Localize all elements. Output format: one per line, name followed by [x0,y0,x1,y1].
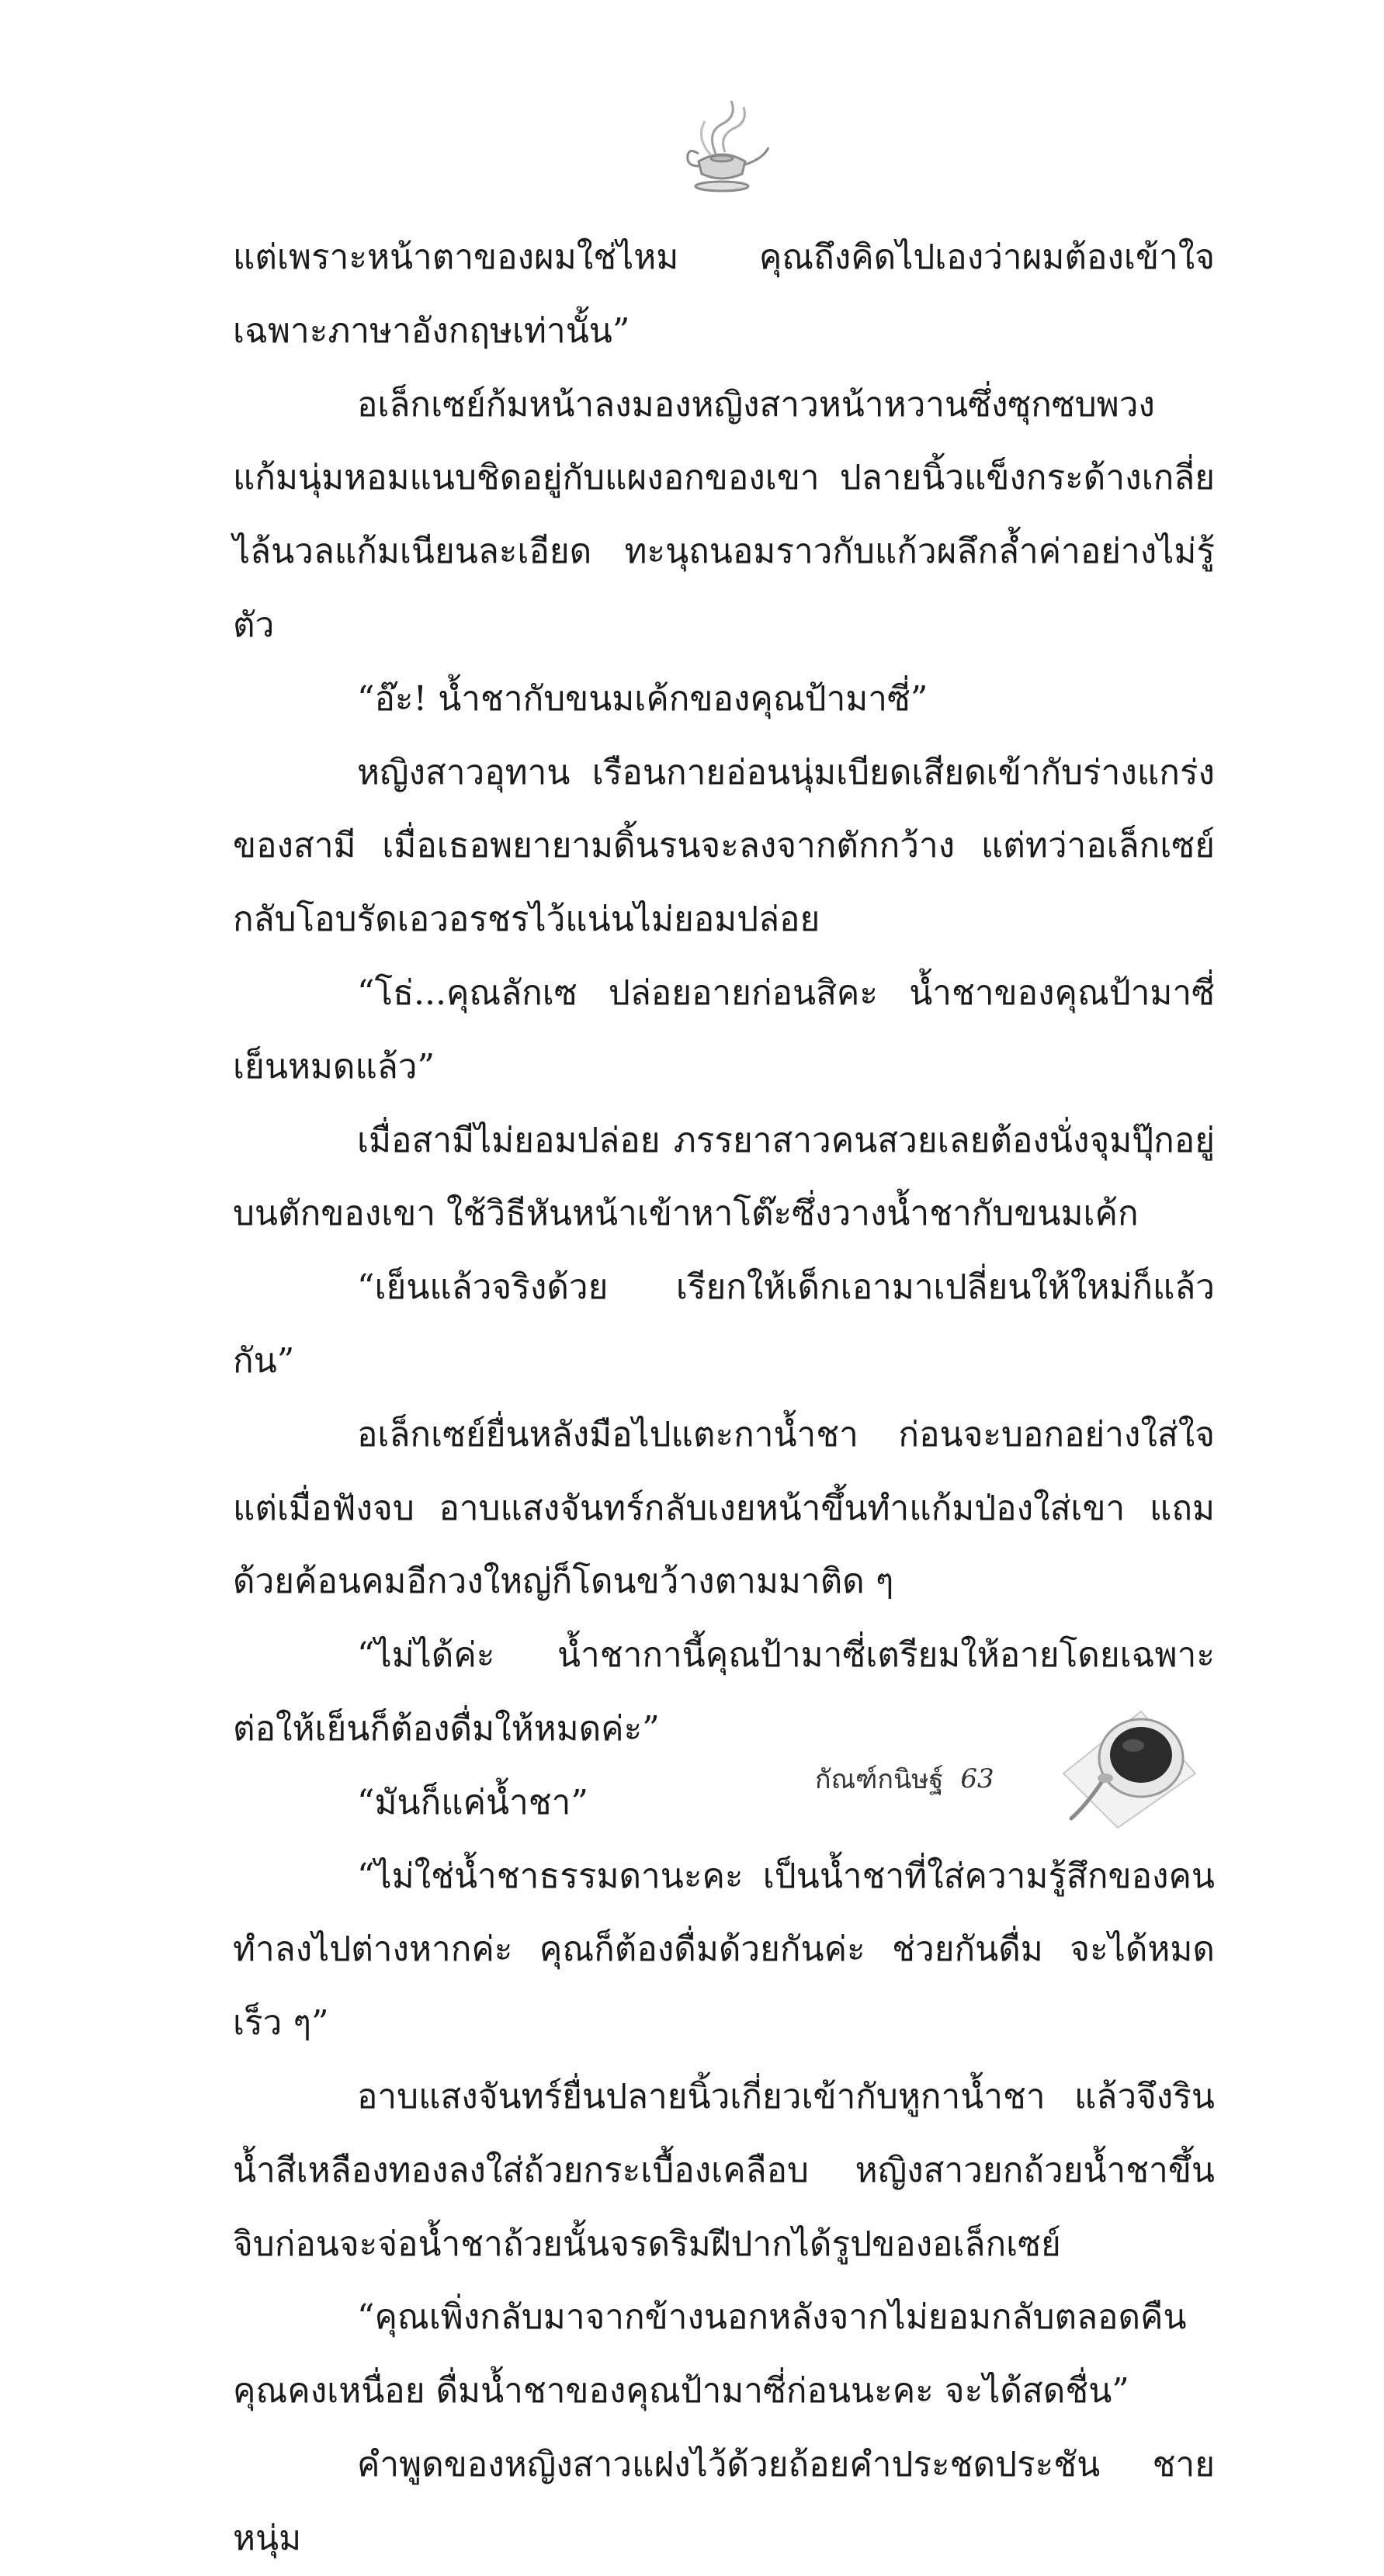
coffee-cup-ornament-icon [1048,1680,1203,1836]
author-name: กัณฑ์กนิษฐ์ [815,1764,944,1795]
paragraph: “คุณเพิ่งกลับมาจากข้างนอกหลังจากไม่ยอมกลับตลอดคืน คุณคงเหนื่อย ดื่มน้ำชาของคุณป้ามาซี่ก่อนนะคะ จะได้สดชื่น” [233,2297,1187,2411]
page-footer [815,1756,994,1802]
body-text [233,221,1215,2576]
paragraph: “อ๊ะ! น้ำชากับขนมเค้กของคุณป้ามาซี่” [357,678,928,719]
paragraph: “เย็นแล้วจริงด้วย เรียกให้เด็กเอามาเปลี่ยนให้ใหม่ก็แล้วกัน” [233,1267,1215,1381]
paragraph: อาบแสงจันทร์ยื่นปลายนิ้วเกี่ยวเข้ากับหูกาน้ำชา แล้วจึงรินน้ำสีเหลืองทองลงใส่ถ้วยกระเบื้องเคลือบ หญิงสาวยกถ้วยน้ำชาขึ้นจิบก่อนจะจ่อน้ำชาถ้วยนั้นจรดริมฝีปากได้รูปของอเล็กเซย์ [233,2076,1215,2264]
paragraph: อเล็กเซย์ยื่นหลังมือไปแตะกาน้ำชา ก่อนจะบอกอย่างใส่ใจ แต่เมื่อฟังจบ อาบแสงจันทร์กลับเงยหน้าขึ้นทำแก้มป่องใส่เขา แถมด้วยค้อนคมอีกวงใหญ่ก็โดนขว้างตามมาติด ๆ [233,1414,1215,1602]
teapot-ornament-icon [668,93,776,202]
paragraph: แต่เพราะหน้าตาของผมใช่ไหม คุณถึงคิดไปเองว่าผมต้องเข้าใจเฉพาะภาษาอังกฤษเท่านั้น” [233,237,1215,351]
paragraph: เมื่อสามีไม่ยอมปล่อย ภรรยาสาวคนสวยเลยต้องนั่งจุมปุ๊กอยู่บนตักของเขา ใช้วิธีหันหน้าเข้าหาโต๊ะซึ่งวางน้ำชากับขนมเค้ก [233,1120,1215,1234]
paragraph: “โธ่...คุณลักเซ ปล่อยอายก่อนสิคะ น้ำชาของคุณป้ามาซี่เย็นหมดแล้ว” [233,973,1215,1087]
paragraph: หญิงสาวอุทาน เรือนกายอ่อนนุ่มเบียดเสียดเข้ากับร่างแกร่งของสามี เมื่อเธอพยายามดิ้นรนจะลงจากตักกว้าง แต่ทว่าอเล็กเซย์กลับโอบรัดเอวอรชรไว้แน่นไม่ยอมปล่อย [233,752,1215,940]
paragraph: อเล็กเซย์ก้มหน้าลงมองหญิงสาวหน้าหวานซึ่งซุกซบพวงแก้มนุ่มหอมแนบชิดอยู่กับแผงอกของเขา ปลายนิ้วแข็งกระด้างเกลี่ยไล้นวลแก้มเนียนละเอียด ทะนุถนอมราวกับแก้วผลึกล้ำค่าอย่างไม่รู้ตัว [233,384,1215,645]
paragraph: “ไม่ได้ค่ะ น้ำชากานี้คุณป้ามาซี่เตรียมให้อายโดยเฉพาะ ต่อให้เย็นก็ต้องดื่มให้หมดค่ะ” [233,1635,1215,1749]
page-number: 63 [960,1763,994,1794]
paragraph: คำพูดของหญิงสาวแฝงไว้ด้วยถ้อยคำประชดประชัน ชายหนุ่ม [233,2444,1215,2558]
paragraph: “ไม่ใช่น้ำชาธรรมดานะคะ เป็นน้ำชาที่ใส่ความรู้สึกของคนทำลงไปต่างหากค่ะ คุณก็ต้องดื่มด้วยกันค่ะ ช่วยกันดื่ม จะได้หมดเร็ว ๆ” [233,1856,1215,2044]
paragraph: “มันก็แค่น้ำชา” [357,1782,588,1822]
